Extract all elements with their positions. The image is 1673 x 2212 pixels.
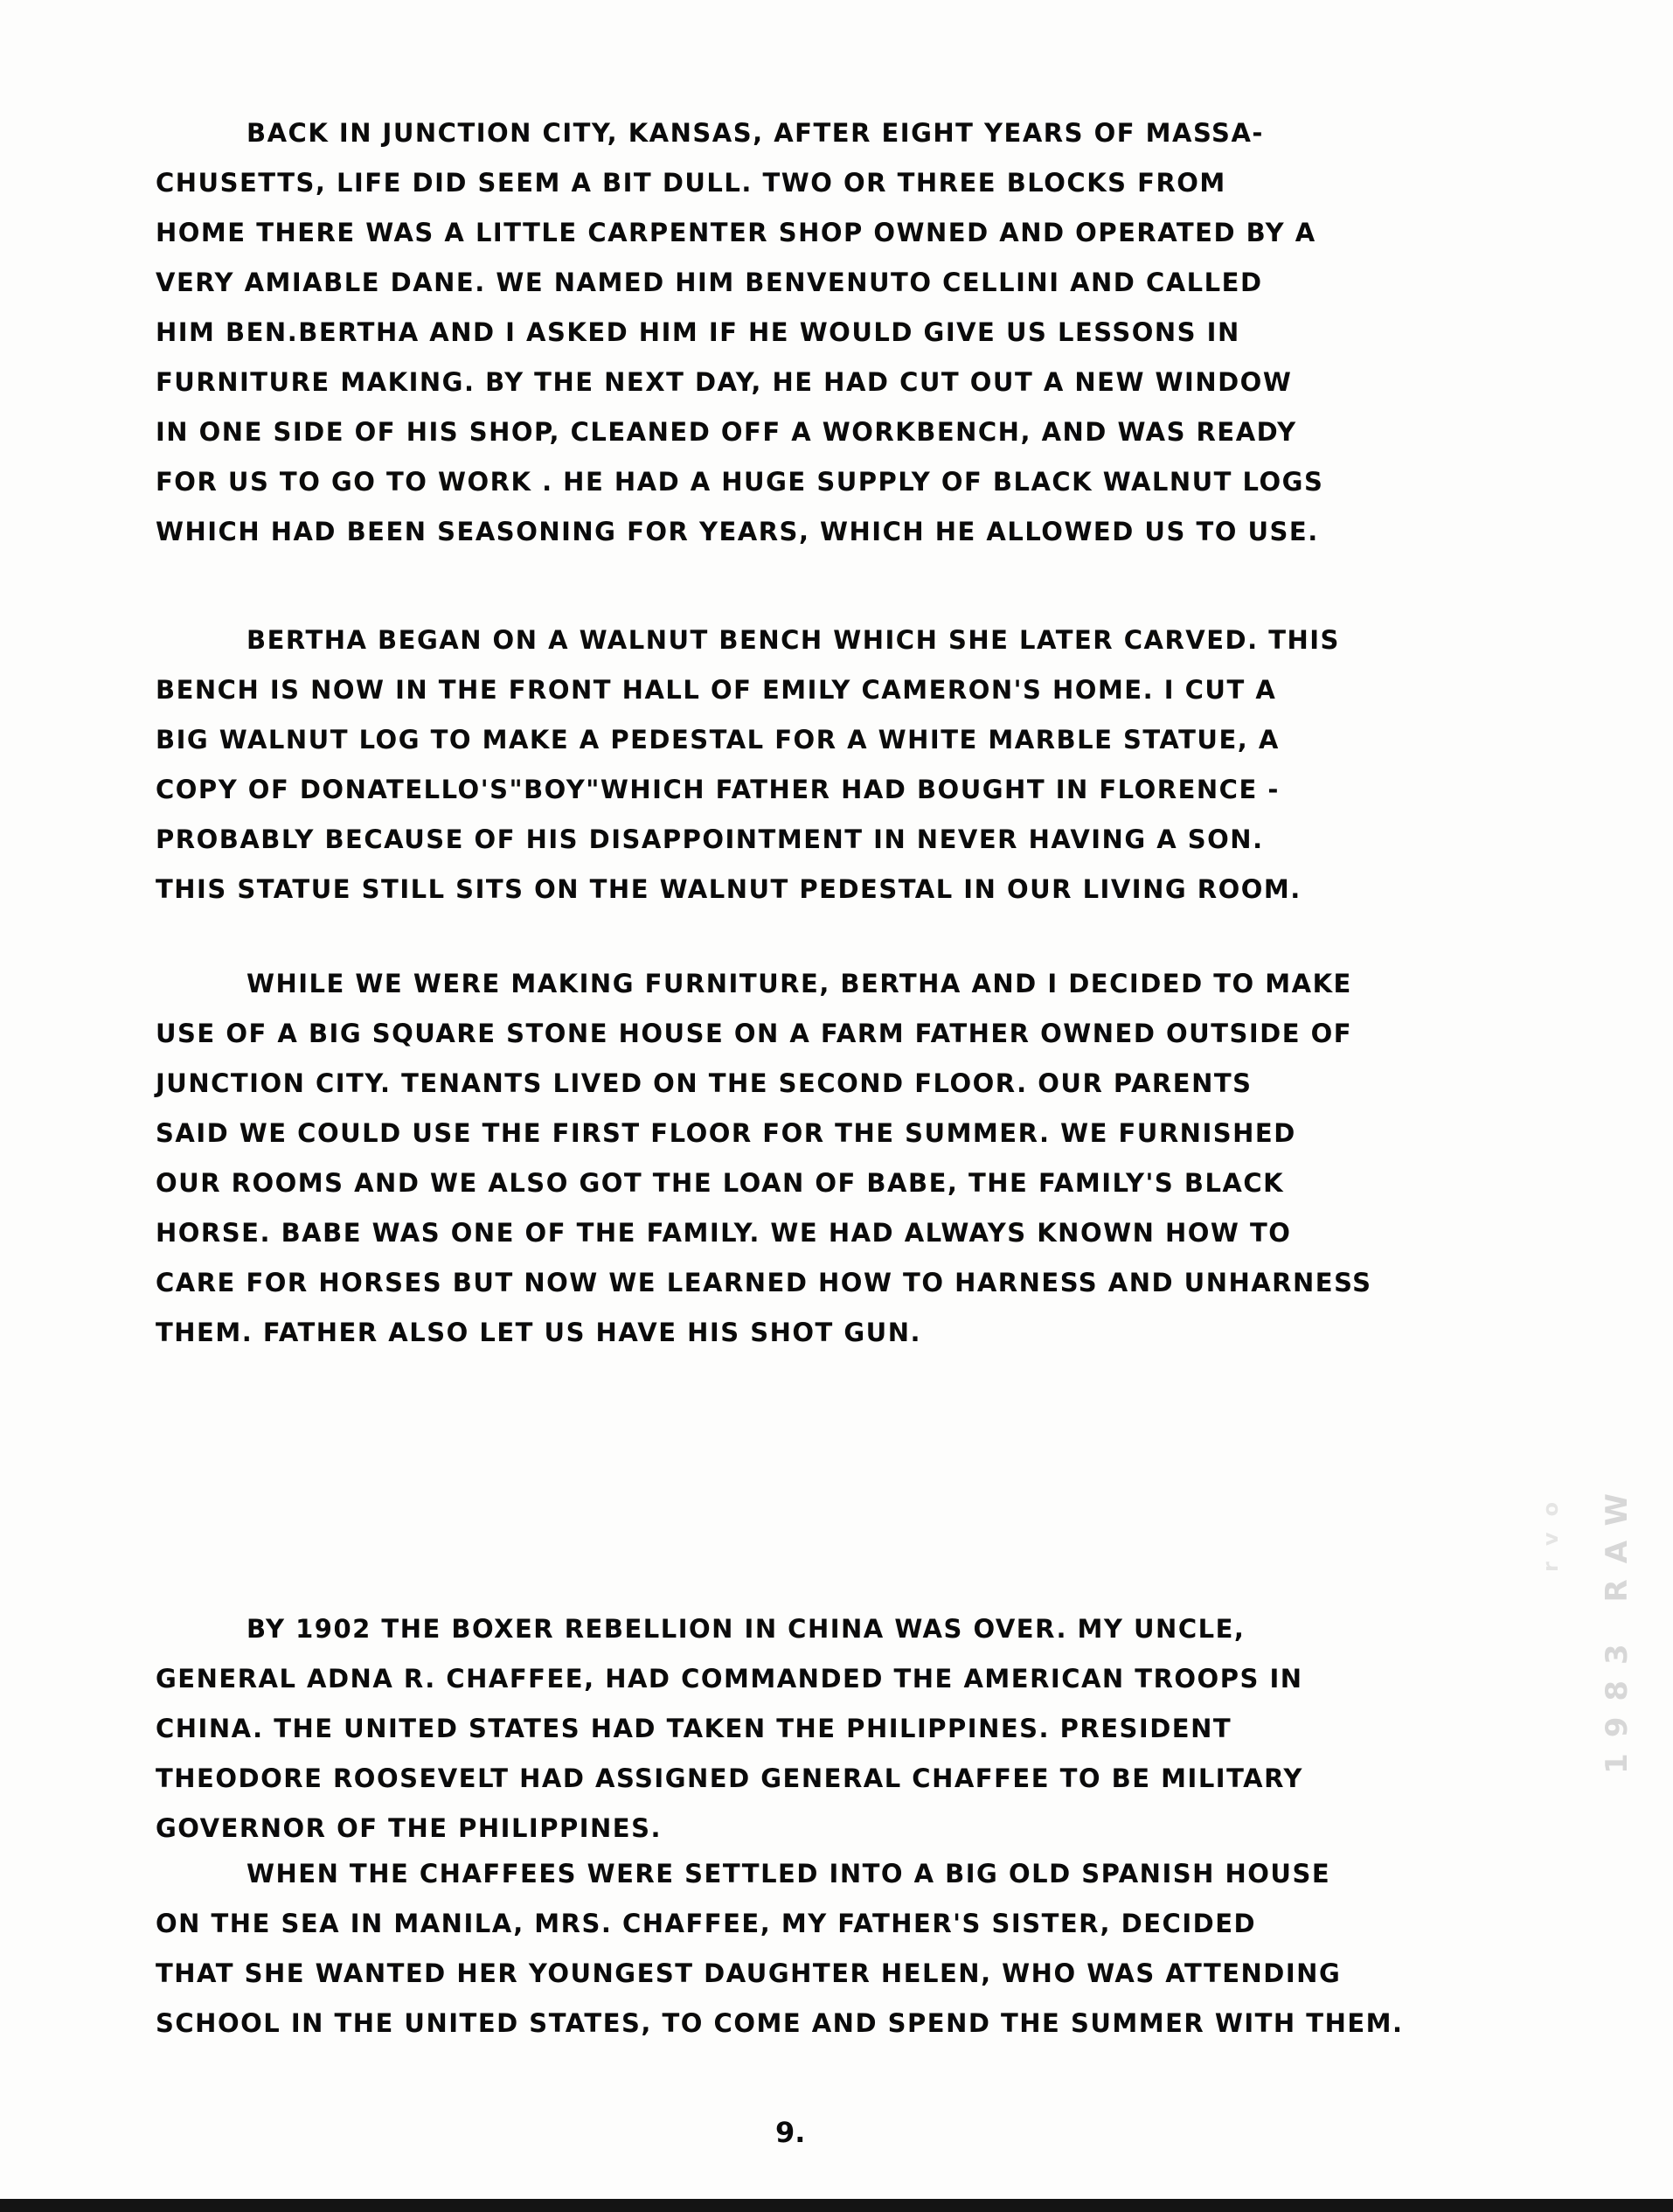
text-line: SCHOOL IN THE UNITED STATES, TO COME AND SPEND THE SUMMER WITH THEM.: [156, 2008, 1404, 2038]
bleed-through-mark: rvo: [1538, 1486, 1563, 1572]
paragraph-stone-house: [156, 959, 1554, 1358]
text-line: COPY OF DONATELLO'S"BOY"WHICH FATHER HAD BOUGHT IN FLORENCE -: [156, 775, 1280, 804]
text-line: OUR ROOMS AND WE ALSO GOT THE LOAN OF BABE, THE FAMILY'S BLACK: [156, 1168, 1285, 1198]
paragraph-boxer-rebellion: [156, 1604, 1554, 1854]
text-line: BACK IN JUNCTION CITY, KANSAS, AFTER EIGHT YEARS OF MASSA-: [246, 118, 1264, 148]
page-number: 9.: [775, 2116, 806, 2149]
text-line: THEODORE ROOSEVELT HAD ASSIGNED GENERAL CHAFFEE TO BE MILITARY: [156, 1763, 1303, 1793]
text-line: WHICH HAD BEEN SEASONING FOR YEARS, WHICH HE ALLOWED US TO USE.: [156, 517, 1319, 546]
text-line: BY 1902 THE BOXER REBELLION IN CHINA WAS OVER. MY UNCLE,: [246, 1614, 1246, 1644]
text-line: SAID WE COULD USE THE FIRST FLOOR FOR THE SUMMER. WE FURNISHED: [156, 1118, 1296, 1148]
text-line: BIG WALNUT LOG TO MAKE A PEDESTAL FOR A WHITE MARBLE STATUE, A: [156, 725, 1280, 755]
text-line: CHINA. THE UNITED STATES HAD TAKEN THE PHILIPPINES. PRESIDENT: [156, 1714, 1232, 1743]
paragraph-walnut-bench: [156, 616, 1554, 915]
text-line: FOR US TO GO TO WORK . HE HAD A HUGE SUPPLY OF BLACK WALNUT LOGS: [156, 467, 1324, 497]
text-line: VERY AMIABLE DANE. WE NAMED HIM BENVENUTO CELLINI AND CALLED: [156, 268, 1263, 297]
text-line: IN ONE SIDE OF HIS SHOP, CLEANED OFF A WORKBENCH, AND WAS READY: [156, 417, 1297, 447]
scan-bottom-edge: [0, 2199, 1673, 2212]
text-line: HOME THERE WAS A LITTLE CARPENTER SHOP OWNED AND OPERATED BY A: [156, 218, 1316, 247]
paragraph-chaffees-manila: [156, 1849, 1554, 2049]
text-line: USE OF A BIG SQUARE STONE HOUSE ON A FARM FATHER OWNED OUTSIDE OF: [156, 1019, 1353, 1048]
text-line: WHEN THE CHAFFEES WERE SETTLED INTO A BIG OLD SPANISH HOUSE: [246, 1859, 1331, 1889]
text-line: PROBABLY BECAUSE OF HIS DISAPPOINTMENT IN NEVER HAVING A SON.: [156, 824, 1264, 854]
text-line: CARE FOR HORSES BUT NOW WE LEARNED HOW TO HARNESS AND UNHARNESS: [156, 1268, 1372, 1297]
text-line: CHUSETTS, LIFE DID SEEM A BIT DULL. TWO OR THREE BLOCKS FROM: [156, 168, 1226, 198]
text-line: HORSE. BABE WAS ONE OF THE FAMILY. WE HAD ALWAYS KNOWN HOW TO: [156, 1218, 1292, 1248]
text-line: HIM BEN.BERTHA AND I ASKED HIM IF HE WOULD GIVE US LESSONS IN: [156, 317, 1240, 347]
paragraph-carpenter-shop: [156, 108, 1554, 557]
text-line: WHILE WE WERE MAKING FURNITURE, BERTHA AND I DECIDED TO MAKE: [246, 969, 1352, 998]
text-line: THIS STATUE STILL SITS ON THE WALNUT PEDESTAL IN OUR LIVING ROOM.: [156, 874, 1302, 904]
text-line: THAT SHE WANTED HER YOUNGEST DAUGHTER HELEN, WHO WAS ATTENDING: [156, 1958, 1342, 1988]
text-line: BENCH IS NOW IN THE FRONT HALL OF EMILY CAMERON'S HOME. I CUT A: [156, 675, 1277, 705]
text-line: GENERAL ADNA R. CHAFFEE, HAD COMMANDED THE AMERICAN TROOPS IN: [156, 1664, 1303, 1694]
text-line: BERTHA BEGAN ON A WALNUT BENCH WHICH SHE LATER CARVED. THIS: [246, 625, 1340, 655]
text-line: GOVERNOR OF THE PHILIPPINES.: [156, 1813, 662, 1843]
text-line: THEM. FATHER ALSO LET US HAVE HIS SHOT GUN.: [156, 1318, 922, 1347]
text-line: ON THE SEA IN MANILA, MRS. CHAFFEE, MY FATHER'S SISTER, DECIDED: [156, 1909, 1257, 1938]
bleed-through-mark: 1983 RAW: [1600, 1478, 1635, 1774]
text-line: JUNCTION CITY. TENANTS LIVED ON THE SECOND FLOOR. OUR PARENTS: [156, 1068, 1253, 1098]
text-line: FURNITURE MAKING. BY THE NEXT DAY, HE HAD CUT OUT A NEW WINDOW: [156, 367, 1293, 397]
